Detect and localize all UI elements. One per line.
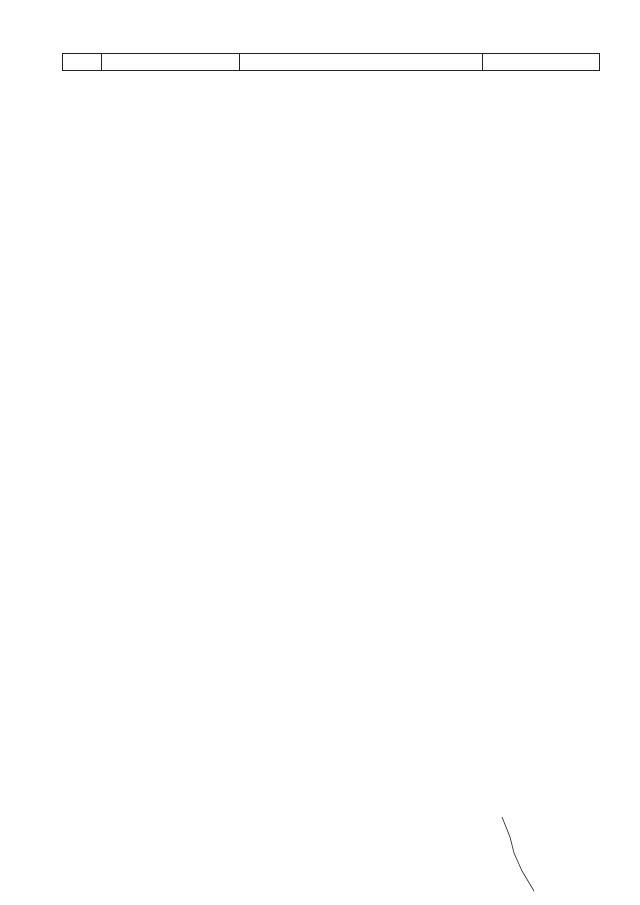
header-col-2 [102,54,240,70]
handwritten-mark [500,815,540,895]
header-col-3 [240,54,483,70]
header-col-1 [63,54,102,70]
table-header [62,53,600,71]
header-col-4 [483,54,599,70]
